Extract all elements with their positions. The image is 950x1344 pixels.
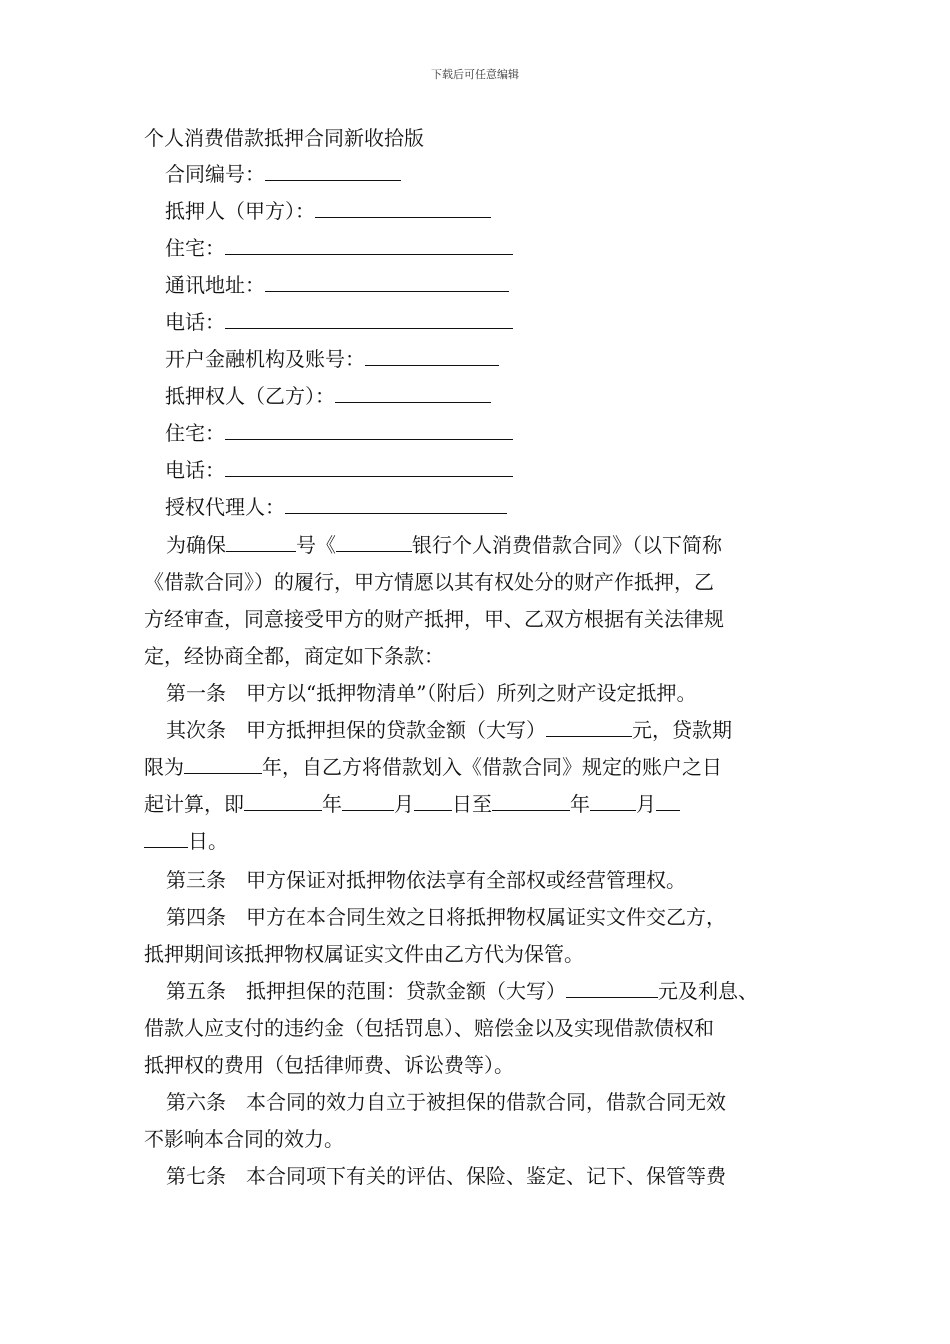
article-2: [144, 712, 812, 860]
fill-blank: [144, 827, 188, 848]
text-line: 借款人应支付的违约金（包括罚息）、赔偿金以及实现借款债权和: [144, 1016, 714, 1040]
field-label: 住宅：: [165, 421, 225, 445]
fill-blank: [335, 382, 491, 403]
text-line: 抵押权的费用（包括律师费、诉讼费等）。: [144, 1053, 514, 1077]
field-phone-a: [165, 308, 513, 336]
fill-blank: [492, 790, 570, 811]
field-label: 电话：: [165, 310, 225, 334]
fill-blank: [244, 790, 322, 811]
fill-blank: [656, 790, 680, 811]
fill-blank: [225, 456, 513, 477]
text-line: 第三条 甲方保证对抵押物依法享有全部权或经营管理权。: [166, 868, 686, 892]
text-line: 第四条 甲方在本合同生效之日将抵押物权属证实文件交乙方，: [166, 905, 726, 929]
field-label: 开户金融机构及账号：: [165, 347, 365, 371]
text-line: 第一条 甲方以“抵押物清单”（附后）所列之财产设定抵押。: [166, 681, 697, 705]
fill-blank: [315, 197, 491, 218]
text-line: 为确保 号《 银行个人消费借款合同》（以下简称: [166, 533, 722, 557]
text-line: 方经审查，同意接受甲方的财产抵押，甲、乙双方根据有关法律规: [144, 607, 724, 631]
fill-blank: [265, 160, 401, 181]
fill-blank: [184, 753, 262, 774]
field-label: 住宅：: [165, 236, 225, 260]
text-line: 其次条 甲方抵押担保的贷款金额（大写） 元，贷款期: [166, 718, 732, 742]
text-line: 起计算，即 年 月 日至 年 月: [144, 786, 812, 823]
fill-blank: [365, 345, 499, 366]
field-label: 抵押人（甲方）：: [165, 199, 315, 223]
field-residence-a: [165, 234, 513, 262]
text-line: 定，经协商全都，商定如下条款：: [144, 644, 444, 668]
text-line: 不影响本合同的效力。: [144, 1127, 344, 1151]
text-line: 日。: [144, 823, 812, 860]
article-5: [144, 973, 812, 1084]
text-line: 第五条 抵押担保的范围：贷款金额（大写） 元及利息、: [166, 979, 758, 1003]
text-line: 《借款合同》）的履行，甲方情愿以其有权处分的财产作抵押，乙: [144, 570, 714, 594]
article-4: [144, 899, 812, 973]
field-authorized-agent: [165, 493, 507, 521]
field-mortgagee: [165, 382, 491, 410]
text-line: 抵押期间该抵押物权属证实文件由乙方代为保管。: [144, 942, 584, 966]
text-line: 第七条 本合同项下有关的评估、保险、鉴定、记下、保管等费: [166, 1164, 726, 1188]
article-6: [144, 1084, 812, 1158]
fill-blank: [414, 790, 452, 811]
field-label: 通讯地址：: [165, 273, 265, 297]
fill-blank: [225, 419, 513, 440]
article-7: [144, 1158, 812, 1195]
field-label: 电话：: [165, 458, 225, 482]
fill-blank: [546, 716, 632, 737]
document-title: 个人消费借款抵押合同新收拾版: [144, 126, 424, 150]
field-label: 授权代理人：: [165, 495, 285, 519]
text-line: 限为 年，自乙方将借款划入《借款合同》规定的账户之日: [144, 755, 722, 779]
fill-blank: [566, 977, 658, 998]
fill-blank: [590, 790, 636, 811]
fill-blank: [225, 308, 513, 329]
field-contract-number: [165, 160, 401, 188]
article-3: [144, 862, 812, 899]
field-label: 合同编号：: [165, 162, 265, 186]
field-bank-account: [165, 345, 499, 373]
field-mailing-address: [165, 271, 509, 299]
fill-blank: [265, 271, 509, 292]
fill-blank: [225, 234, 513, 255]
header-note: 下载后可任意编辑: [431, 68, 519, 81]
field-phone-b: [165, 456, 513, 484]
fill-blank: [285, 493, 507, 514]
text-line: 第六条 本合同的效力自立于被担保的借款合同，借款合同无效: [166, 1090, 726, 1114]
intro-paragraph: [144, 527, 812, 675]
fill-blank: [342, 790, 394, 811]
fill-blank: [336, 531, 412, 552]
article-1: [144, 675, 812, 712]
field-mortgagor: [165, 197, 491, 225]
fill-blank: [226, 531, 296, 552]
field-residence-b: [165, 419, 513, 447]
field-label: 抵押权人（乙方）：: [165, 384, 335, 408]
